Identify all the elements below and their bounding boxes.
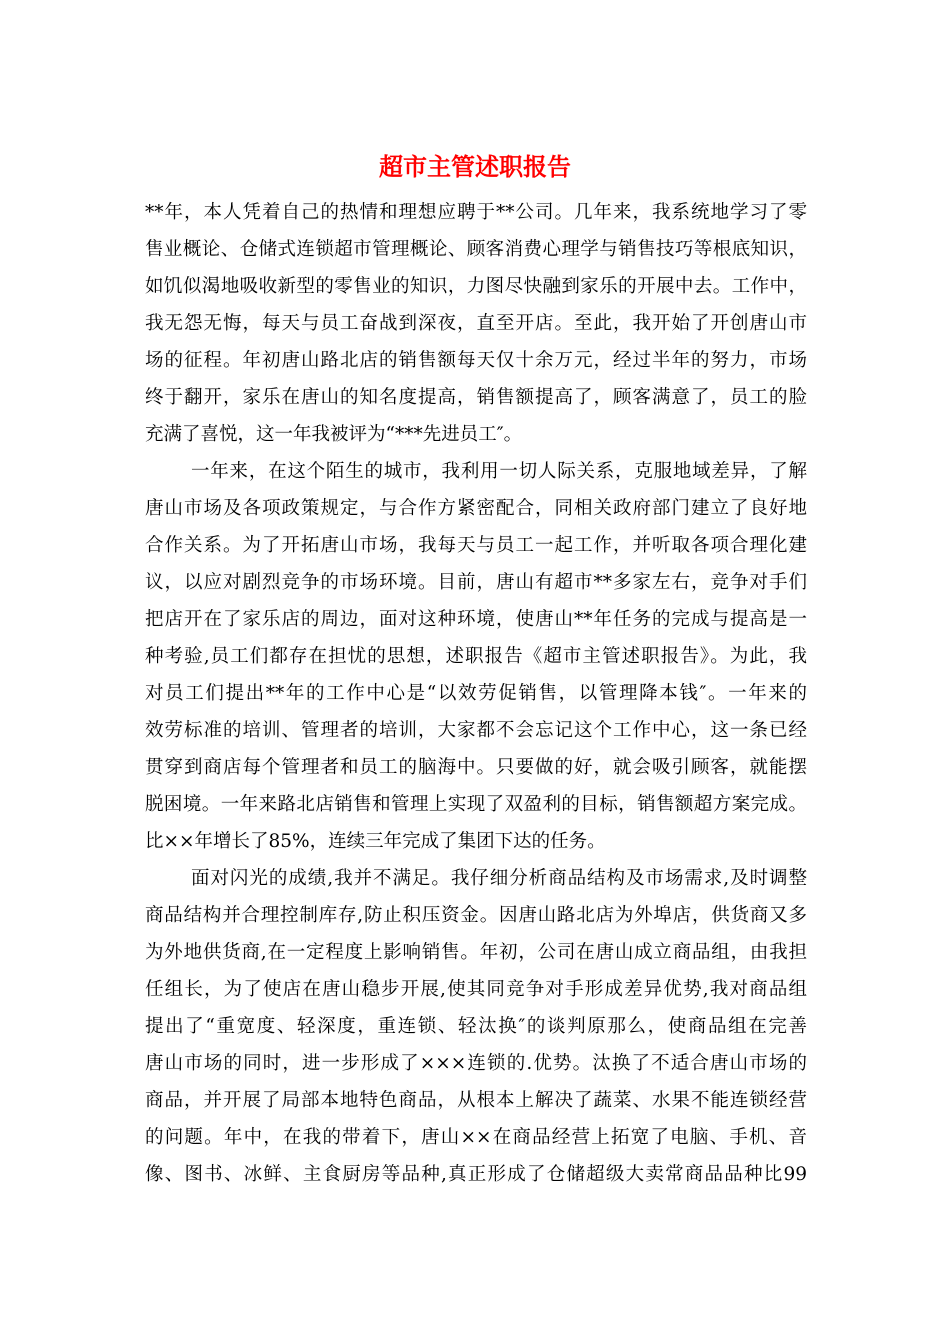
text-line: 比××年增长了85%，连续三年完成了集团下达的任务。 <box>145 831 606 852</box>
document-body <box>145 194 807 1193</box>
text-line: 我无怨无悔，每天与员工奋战到深夜，直至开店。至此，我开始了开创唐山市 <box>145 313 807 334</box>
text-line: 把店开在了家乐店的周边，面对这种环境，使唐山**年任务的完成与提高是一 <box>145 609 807 630</box>
text-line: 贯穿到商店每个管理者和员工的脑海中。只要做的好，就会吸引顾客，就能摆 <box>145 757 807 778</box>
text-line: 如饥似渴地吸收新型的零售业的知识，力图尽快融到家乐的开展中去。工作中， <box>145 276 807 297</box>
text-line: 脱困境。一年来路北店销售和管理上实现了双盈利的目标，销售额超方案完成。 <box>145 794 807 815</box>
text-line: 一年来，在这个陌生的城市，我利用一切人际关系，克服地域差异，了解 <box>191 461 807 482</box>
text-line: 效劳标准的培训、管理者的培训，大家都不会忘记这个工作中心，这一条已经 <box>145 720 807 741</box>
text-line: 对员工们提出**年的工作中心是“以效劳促销售，以管理降本钱″。一年来的 <box>145 683 807 704</box>
text-line: 商品结构并合理控制库存,防止积压资金。因唐山路北店为外埠店，供货商又多 <box>145 905 807 926</box>
text-line: **年，本人凭着自己的热情和理想应聘于**公司。几年来，我系统地学习了零 <box>145 202 807 223</box>
text-line: 场的征程。年初唐山路北店的销售额每天仅十余万元，经过半年的努力，市场 <box>145 350 807 371</box>
text-line: 售业概论、仓储式连锁超市管理概论、顾客消费心理学与销售技巧等根底知识， <box>145 239 807 260</box>
text-line: 商品，并开展了局部本地特色商品，从根本上解决了蔬菜、水果不能连锁经营 <box>145 1090 807 1111</box>
text-line: 充满了喜悦，这一年我被评为“***先进员工″。 <box>145 424 523 445</box>
text-line: 唐山市场及各项政策规定，与合作方紧密配合，同相关政府部门建立了良好地 <box>145 498 807 519</box>
text-line: 终于翻开，家乐在唐山的知名度提高，销售额提高了，顾客满意了，员工的脸 <box>145 387 807 408</box>
text-line: 合作关系。为了开拓唐山市场，我每天与员工一起工作，并听取各项合理化建 <box>145 535 807 556</box>
text-line: 为外地供货商,在一定程度上影响销售。年初，公司在唐山成立商品组，由我担 <box>145 942 807 963</box>
text-line: 议，以应对剧烈竞争的市场环境。目前，唐山有超市**多家左右，竞争对手们 <box>145 572 807 593</box>
text-line: 种考验,员工们都存在担忧的思想，述职报告《超市主管述职报告》。为此，我 <box>145 646 807 667</box>
text-line: 提出了“重宽度、轻深度，重连锁、轻汰换″的谈判原那么，使商品组在完善 <box>145 1016 807 1037</box>
text-line: 任组长，为了使店在唐山稳步开展,使其同竞争对手形成差异优势,我对商品组 <box>145 979 807 1000</box>
text-line: 的问题。年中，在我的带着下，唐山××在商品经营上拓宽了电脑、手机、音 <box>145 1127 807 1148</box>
text-line: 像、图书、冰鲜、主食厨房等品种,真正形成了仓储超级大卖常商品品种比99 <box>145 1164 807 1185</box>
text-line: 面对闪光的成绩,我并不满足。我仔细分析商品结构及市场需求,及时调整 <box>191 868 807 889</box>
page-title: 超市主管述职报告 <box>379 152 571 181</box>
text-line: 唐山市场的同时，进一步形成了×××连锁的.优势。汰换了不适合唐山市场的 <box>145 1053 807 1074</box>
